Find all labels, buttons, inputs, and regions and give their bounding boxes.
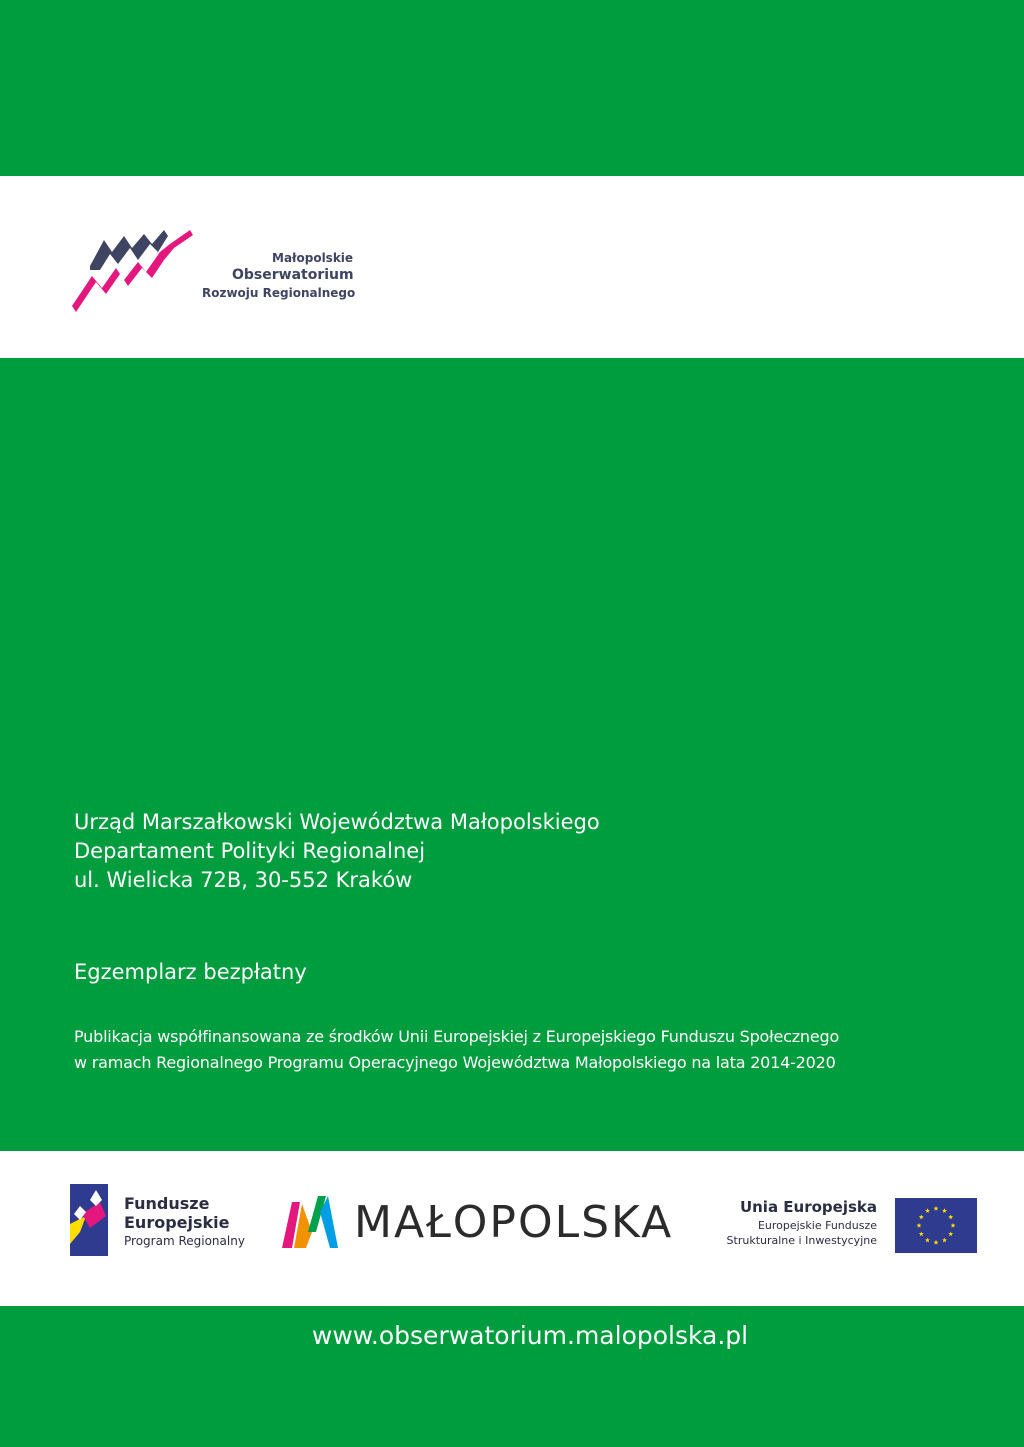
funding-line1: Publikacja współfinansowana ze środków Unii Europejskiej z Europejskiego Funduszu Społecznego xyxy=(74,1027,840,1046)
eu-star xyxy=(951,1223,956,1228)
address-block xyxy=(74,808,600,895)
eu-logo xyxy=(712,1196,977,1256)
eu-star xyxy=(919,1214,924,1219)
malopolska-wordmark: MAŁOPOLSKA xyxy=(354,1197,674,1248)
address-line2: Departament Polityki Regionalnej xyxy=(74,839,426,863)
malopolska-m-icon xyxy=(282,1192,344,1248)
address-line1: Urząd Marszałkowski Województwa Małopolskiego xyxy=(74,810,600,834)
morr-line1: Małopolskie xyxy=(272,251,354,265)
fe-logo xyxy=(70,1184,250,1258)
eu-line2: Europejskie Fundusze xyxy=(757,1219,877,1232)
top-green-band xyxy=(0,0,1024,176)
eu-star xyxy=(942,1208,947,1213)
malopolska-logo xyxy=(282,1192,692,1254)
eu-star xyxy=(925,1238,930,1243)
eu-star xyxy=(934,1240,939,1245)
free-copy-note: Egzemplarz bezpłatny xyxy=(74,960,307,984)
zigzag-chart-logo-icon xyxy=(72,226,202,318)
funding-note xyxy=(74,1024,839,1076)
european-funds-star-icon xyxy=(70,1184,110,1256)
eu-star xyxy=(925,1208,930,1213)
eu-star xyxy=(919,1231,924,1236)
eu-line1: Unia Europejska xyxy=(739,1198,877,1216)
eu-star xyxy=(948,1214,953,1219)
morr-line2: Obserwatorium xyxy=(232,267,354,283)
funding-line2: w ramach Regionalnego Programu Operacyjnego Województwa Małopolskiego na lata 2014-2020 xyxy=(74,1053,836,1072)
morr-line3: Rozwoju Regionalnego xyxy=(202,286,356,300)
morr-logo xyxy=(72,226,356,318)
eu-star xyxy=(948,1231,953,1236)
fe-line3: Program Regionalny xyxy=(124,1234,245,1248)
eu-star xyxy=(942,1238,947,1243)
website-url[interactable]: www.obserwatorium.malopolska.pl xyxy=(311,1321,749,1350)
address-line3: ul. Wielicka 72B, 30-552 Kraków xyxy=(74,868,413,892)
eu-star xyxy=(934,1206,939,1211)
eu-flag-icon xyxy=(895,1198,977,1253)
eu-star xyxy=(917,1223,922,1228)
eu-line3: Strukturalne i Inwestycyjne xyxy=(726,1234,877,1247)
fe-line2: Europejskie xyxy=(124,1213,230,1232)
fe-line1: Fundusze xyxy=(124,1194,210,1213)
